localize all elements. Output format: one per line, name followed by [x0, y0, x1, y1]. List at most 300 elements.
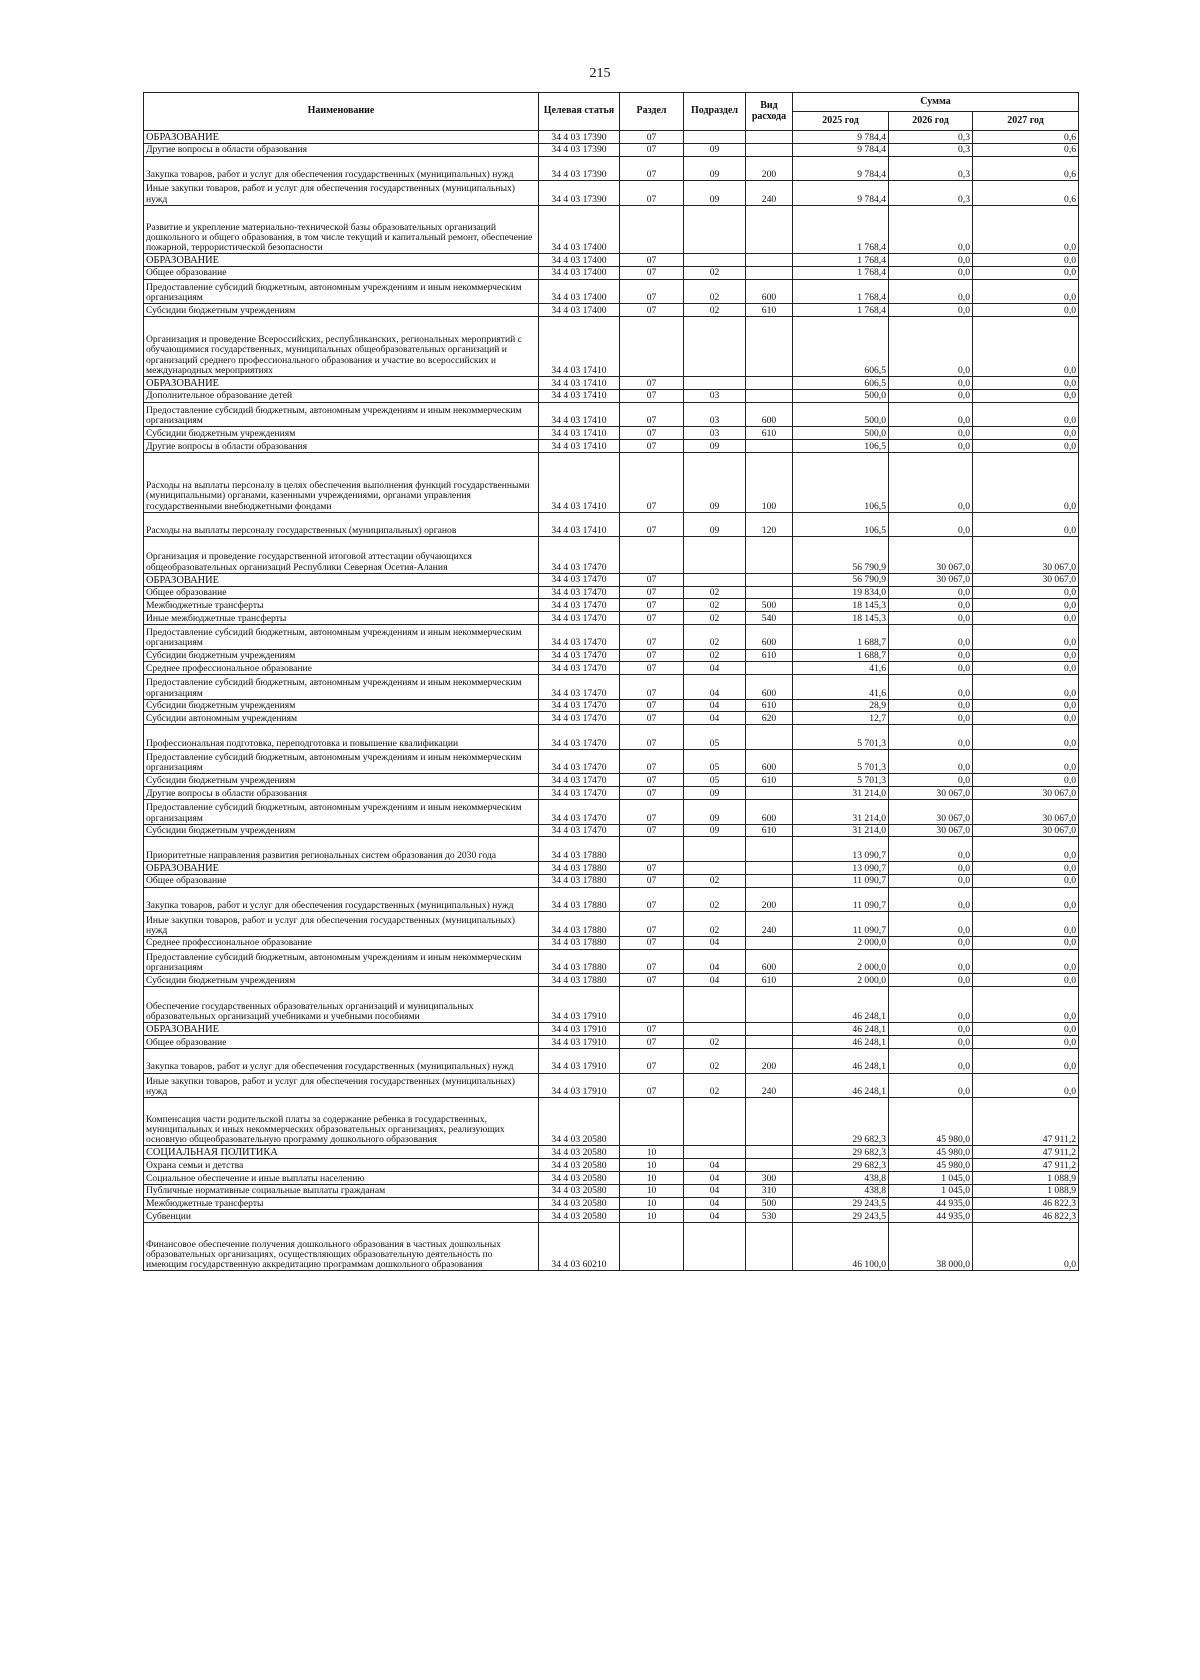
cell-type: 610: [746, 649, 793, 662]
cell-section: 07: [620, 624, 684, 649]
cell-section: 07: [620, 143, 684, 156]
budget-table: [143, 92, 1079, 1271]
cell-type: [746, 316, 793, 376]
cell-y2027: 0,0: [973, 1073, 1079, 1098]
cell-name: Среднее профессиональное образование: [144, 662, 539, 675]
table-row: [144, 1146, 1079, 1159]
cell-subsection: [684, 131, 746, 144]
cell-name: Предоставление субсидий бюджетным, автономным учреждениям и иным некоммерческим организациям: [144, 749, 539, 774]
table-row: [144, 599, 1079, 612]
cell-y2027: 30 067,0: [973, 824, 1079, 837]
cell-type: [746, 1023, 793, 1036]
cell-name: Субвенции: [144, 1210, 539, 1223]
table-row: [144, 712, 1079, 725]
cell-name: Иные закупки товаров, работ и услуг для обеспечения государственных (муниципальных) нужд: [144, 1073, 539, 1098]
cell-subsection: 02: [684, 586, 746, 599]
cell-target: 34 4 03 17410: [539, 389, 620, 402]
cell-target: 34 4 03 17390: [539, 131, 620, 144]
cell-target: 34 4 03 17910: [539, 1073, 620, 1098]
cell-subsection: 02: [684, 624, 746, 649]
cell-target: 34 4 03 17410: [539, 402, 620, 427]
cell-subsection: 02: [684, 612, 746, 625]
table-row: [144, 612, 1079, 625]
cell-y2026: 0,0: [889, 253, 973, 266]
cell-name: Субсидии бюджетным учреждениям: [144, 974, 539, 987]
cell-y2027: 0,0: [973, 253, 1079, 266]
cell-section: 07: [620, 376, 684, 389]
cell-section: 07: [620, 887, 684, 912]
table-row: [144, 1098, 1079, 1146]
cell-target: 34 4 03 17880: [539, 974, 620, 987]
cell-name: Общее образование: [144, 266, 539, 279]
cell-subsection: [684, 253, 746, 266]
cell-section: [620, 205, 684, 253]
cell-y2027: 0,6: [973, 156, 1079, 181]
cell-target: 34 4 03 17470: [539, 537, 620, 573]
cell-y2025: 41,6: [793, 662, 889, 675]
cell-y2027: 0,0: [973, 675, 1079, 700]
cell-name: Расходы на выплаты персоналу государственных (муниципальных) органов: [144, 512, 539, 537]
cell-target: 34 4 03 17910: [539, 987, 620, 1023]
cell-subsection: 04: [684, 662, 746, 675]
cell-y2027: 30 067,0: [973, 800, 1079, 825]
table-row: [144, 649, 1079, 662]
cell-section: 07: [620, 1049, 684, 1074]
cell-y2025: 9 784,4: [793, 181, 889, 206]
header-expense-type: Вид расхода: [746, 93, 793, 131]
cell-subsection: 05: [684, 749, 746, 774]
table-row: [144, 936, 1079, 949]
cell-type: 600: [746, 279, 793, 304]
table-row: [144, 181, 1079, 206]
cell-section: 07: [620, 912, 684, 937]
cell-subsection: 02: [684, 649, 746, 662]
cell-type: 600: [746, 402, 793, 427]
cell-name: Иные межбюджетные трансферты: [144, 612, 539, 625]
cell-subsection: 09: [684, 143, 746, 156]
cell-y2026: 0,0: [889, 612, 973, 625]
cell-type: 100: [746, 452, 793, 512]
cell-y2025: 56 790,9: [793, 573, 889, 586]
cell-y2026: 0,0: [889, 874, 973, 887]
cell-type: [746, 266, 793, 279]
cell-y2025: 5 701,3: [793, 725, 889, 750]
cell-subsection: 02: [684, 599, 746, 612]
cell-y2026: 0,0: [889, 599, 973, 612]
cell-y2026: 0,0: [889, 1023, 973, 1036]
table-row: [144, 537, 1079, 573]
table-row: [144, 143, 1079, 156]
cell-y2025: 1 768,4: [793, 253, 889, 266]
cell-y2025: 438,8: [793, 1184, 889, 1197]
cell-y2025: 29 682,3: [793, 1159, 889, 1172]
cell-section: [620, 537, 684, 573]
cell-y2025: 41,6: [793, 675, 889, 700]
cell-type: [746, 131, 793, 144]
cell-y2027: 0,0: [973, 987, 1079, 1023]
cell-target: 34 4 03 17470: [539, 624, 620, 649]
cell-y2026: 0,0: [889, 1049, 973, 1074]
cell-target: 34 4 03 17910: [539, 1036, 620, 1049]
cell-section: 07: [620, 181, 684, 206]
cell-y2025: 46 248,1: [793, 1036, 889, 1049]
cell-y2027: 30 067,0: [973, 787, 1079, 800]
cell-section: 07: [620, 427, 684, 440]
cell-y2025: 5 701,3: [793, 749, 889, 774]
cell-section: 07: [620, 874, 684, 887]
cell-target: 34 4 03 17470: [539, 725, 620, 750]
cell-type: [746, 874, 793, 887]
table-row: [144, 749, 1079, 774]
cell-type: 200: [746, 887, 793, 912]
cell-y2025: 12,7: [793, 712, 889, 725]
cell-y2026: 44 935,0: [889, 1210, 973, 1223]
cell-y2027: 0,0: [973, 586, 1079, 599]
cell-target: 34 4 03 17470: [539, 675, 620, 700]
table-row: [144, 304, 1079, 317]
cell-y2026: 30 067,0: [889, 800, 973, 825]
cell-type: 240: [746, 181, 793, 206]
table-row: [144, 974, 1079, 987]
cell-subsection: 09: [684, 800, 746, 825]
cell-section: 07: [620, 512, 684, 537]
cell-type: 120: [746, 512, 793, 537]
cell-name: Дополнительное образование детей: [144, 389, 539, 402]
cell-subsection: 04: [684, 712, 746, 725]
cell-y2026: 30 067,0: [889, 537, 973, 573]
cell-type: [746, 837, 793, 862]
cell-target: 34 4 03 20580: [539, 1184, 620, 1197]
cell-name: Субсидии бюджетным учреждениям: [144, 699, 539, 712]
cell-subsection: 09: [684, 181, 746, 206]
cell-type: [746, 725, 793, 750]
cell-y2027: 0,0: [973, 1023, 1079, 1036]
cell-y2026: 0,0: [889, 649, 973, 662]
cell-type: 300: [746, 1171, 793, 1184]
cell-y2025: 606,5: [793, 316, 889, 376]
cell-target: 34 4 03 17410: [539, 376, 620, 389]
cell-type: [746, 439, 793, 452]
cell-type: [746, 662, 793, 675]
table-row: [144, 402, 1079, 427]
table-row: [144, 156, 1079, 181]
cell-y2027: 0,0: [973, 512, 1079, 537]
cell-target: 34 4 03 17470: [539, 599, 620, 612]
cell-y2027: 0,0: [973, 599, 1079, 612]
cell-y2027: 0,0: [973, 279, 1079, 304]
cell-type: [746, 376, 793, 389]
cell-y2026: 0,0: [889, 1036, 973, 1049]
cell-y2027: 46 822,3: [973, 1210, 1079, 1223]
cell-y2025: 1 688,7: [793, 624, 889, 649]
cell-target: 34 4 03 17880: [539, 912, 620, 937]
cell-section: 10: [620, 1210, 684, 1223]
cell-subsection: [684, 537, 746, 573]
cell-type: 610: [746, 304, 793, 317]
cell-y2025: 9 784,4: [793, 156, 889, 181]
header-name: Наименование: [144, 93, 539, 131]
cell-y2027: 0,0: [973, 427, 1079, 440]
cell-y2027: 0,0: [973, 712, 1079, 725]
cell-y2026: 0,3: [889, 131, 973, 144]
cell-name: Социальное обеспечение и иные выплаты населению: [144, 1171, 539, 1184]
cell-section: 07: [620, 389, 684, 402]
cell-target: 34 4 03 17910: [539, 1023, 620, 1036]
cell-type: 610: [746, 699, 793, 712]
cell-section: 07: [620, 586, 684, 599]
table-row: [144, 1049, 1079, 1074]
cell-y2027: 30 067,0: [973, 573, 1079, 586]
cell-y2026: 0,0: [889, 427, 973, 440]
cell-type: [746, 1223, 793, 1271]
cell-section: 07: [620, 699, 684, 712]
cell-name: Организация и проведение государственной итоговой аттестации обучающихся общеобразовательных организаций Республики Северная Осетия-Алания: [144, 537, 539, 573]
table-row: [144, 949, 1079, 974]
cell-y2026: 0,0: [889, 402, 973, 427]
cell-y2027: 47 911,2: [973, 1159, 1079, 1172]
cell-target: 34 4 03 17470: [539, 749, 620, 774]
cell-target: 34 4 03 17880: [539, 874, 620, 887]
cell-type: 610: [746, 974, 793, 987]
cell-target: 34 4 03 17400: [539, 253, 620, 266]
cell-y2027: 0,0: [973, 1049, 1079, 1074]
cell-subsection: 04: [684, 699, 746, 712]
cell-subsection: 02: [684, 1036, 746, 1049]
cell-section: 07: [620, 749, 684, 774]
table-row: [144, 316, 1079, 376]
cell-name: Предоставление субсидий бюджетным, автономным учреждениям и иным некоммерческим организациям: [144, 675, 539, 700]
cell-y2025: 1 688,7: [793, 649, 889, 662]
table-row: [144, 699, 1079, 712]
table-row: [144, 837, 1079, 862]
cell-y2026: 0,0: [889, 936, 973, 949]
cell-section: 07: [620, 156, 684, 181]
cell-section: 10: [620, 1146, 684, 1159]
cell-y2027: 0,0: [973, 1036, 1079, 1049]
cell-subsection: [684, 1023, 746, 1036]
cell-target: 34 4 03 17470: [539, 774, 620, 787]
cell-y2026: 0,0: [889, 439, 973, 452]
cell-target: 34 4 03 17410: [539, 452, 620, 512]
cell-section: 07: [620, 649, 684, 662]
cell-type: [746, 586, 793, 599]
cell-section: 07: [620, 612, 684, 625]
cell-subsection: [684, 837, 746, 862]
cell-y2026: 30 067,0: [889, 573, 973, 586]
cell-y2027: 0,6: [973, 131, 1079, 144]
cell-type: 600: [746, 800, 793, 825]
cell-type: 620: [746, 712, 793, 725]
cell-type: 240: [746, 912, 793, 937]
header-subsection: Подраздел: [684, 93, 746, 131]
cell-y2027: 0,0: [973, 874, 1079, 887]
cell-subsection: 04: [684, 1159, 746, 1172]
cell-type: [746, 1098, 793, 1146]
cell-y2027: 0,0: [973, 266, 1079, 279]
table-row: [144, 912, 1079, 937]
cell-type: [746, 573, 793, 586]
cell-name: Межбюджетные трансферты: [144, 599, 539, 612]
cell-y2025: 500,0: [793, 402, 889, 427]
cell-section: 07: [620, 599, 684, 612]
cell-y2027: 0,0: [973, 452, 1079, 512]
cell-y2026: 30 067,0: [889, 824, 973, 837]
cell-section: 07: [620, 974, 684, 987]
cell-subsection: 02: [684, 874, 746, 887]
cell-subsection: 09: [684, 512, 746, 537]
cell-y2027: 0,0: [973, 774, 1079, 787]
cell-name: ОБРАЗОВАНИЕ: [144, 573, 539, 586]
cell-target: 34 4 03 17390: [539, 143, 620, 156]
cell-target: 34 4 03 17400: [539, 205, 620, 253]
table-row: [144, 862, 1079, 875]
cell-name: Предоставление субсидий бюджетным, автономным учреждениям и иным некоммерческим организациям: [144, 800, 539, 825]
table-row: [144, 662, 1079, 675]
header-sum: Сумма: [793, 93, 1079, 112]
cell-subsection: 04: [684, 974, 746, 987]
table-row: [144, 1023, 1079, 1036]
cell-target: 34 4 03 17470: [539, 662, 620, 675]
cell-y2026: 0,0: [889, 266, 973, 279]
cell-y2026: 0,0: [889, 376, 973, 389]
cell-name: Другие вопросы в области образования: [144, 143, 539, 156]
cell-name: Субсидии бюджетным учреждениям: [144, 304, 539, 317]
cell-target: 34 4 03 17880: [539, 837, 620, 862]
cell-name: Иные закупки товаров, работ и услуг для обеспечения государственных (муниципальных) нужд: [144, 181, 539, 206]
cell-y2027: 0,0: [973, 316, 1079, 376]
cell-y2025: 9 784,4: [793, 143, 889, 156]
cell-name: Публичные нормативные социальные выплаты гражданам: [144, 1184, 539, 1197]
cell-name: Предоставление субсидий бюджетным, автономным учреждениям и иным некоммерческим организациям: [144, 402, 539, 427]
cell-y2027: 1 088,9: [973, 1184, 1079, 1197]
cell-target: 34 4 03 17400: [539, 304, 620, 317]
cell-target: 34 4 03 17410: [539, 439, 620, 452]
cell-y2027: 0,0: [973, 662, 1079, 675]
cell-y2025: 29 682,3: [793, 1146, 889, 1159]
cell-target: 34 4 03 17910: [539, 1049, 620, 1074]
cell-section: 07: [620, 131, 684, 144]
cell-target: 34 4 03 17470: [539, 612, 620, 625]
cell-type: 500: [746, 599, 793, 612]
cell-name: Развитие и укрепление материально-технической базы образовательных организаций дошкольного и общего образования, в том числе текущий и капитальный ремонт, обеспечение пожарной, террористической безопасности: [144, 205, 539, 253]
cell-y2026: 0,3: [889, 181, 973, 206]
cell-name: Закупка товаров, работ и услуг для обеспечения государственных (муниципальных) нужд: [144, 1049, 539, 1074]
cell-y2027: 0,0: [973, 624, 1079, 649]
cell-y2025: 46 248,1: [793, 1073, 889, 1098]
cell-subsection: 02: [684, 887, 746, 912]
table-row: [144, 1210, 1079, 1223]
cell-y2026: 38 000,0: [889, 1223, 973, 1271]
cell-subsection: 02: [684, 266, 746, 279]
cell-target: 34 4 03 20580: [539, 1197, 620, 1210]
cell-target: 34 4 03 17400: [539, 266, 620, 279]
cell-section: 07: [620, 787, 684, 800]
cell-name: Общее образование: [144, 874, 539, 887]
cell-name: Другие вопросы в области образования: [144, 787, 539, 800]
table-row: [144, 1073, 1079, 1098]
cell-section: 07: [620, 279, 684, 304]
table-row: [144, 439, 1079, 452]
cell-target: 34 4 03 17390: [539, 156, 620, 181]
cell-section: 07: [620, 1073, 684, 1098]
cell-subsection: 02: [684, 279, 746, 304]
table-row: [144, 279, 1079, 304]
cell-type: [746, 389, 793, 402]
cell-y2026: 0,0: [889, 586, 973, 599]
cell-name: Предоставление субсидий бюджетным, автономным учреждениям и иным некоммерческим организациям: [144, 949, 539, 974]
cell-y2027: 47 911,2: [973, 1146, 1079, 1159]
table-row: [144, 131, 1079, 144]
cell-type: 200: [746, 1049, 793, 1074]
cell-name: Закупка товаров, работ и услуг для обеспечения государственных (муниципальных) нужд: [144, 156, 539, 181]
cell-y2025: 500,0: [793, 389, 889, 402]
cell-name: Среднее профессиональное образование: [144, 936, 539, 949]
table-row: [144, 624, 1079, 649]
cell-subsection: 03: [684, 389, 746, 402]
cell-subsection: [684, 205, 746, 253]
table-row: [144, 774, 1079, 787]
cell-name: Межбюджетные трансферты: [144, 1197, 539, 1210]
cell-type: 600: [746, 749, 793, 774]
cell-name: Предоставление субсидий бюджетным, автономным учреждениям и иным некоммерческим организациям: [144, 279, 539, 304]
table-row: [144, 1184, 1079, 1197]
cell-subsection: 09: [684, 787, 746, 800]
cell-type: [746, 143, 793, 156]
cell-target: 34 4 03 17400: [539, 279, 620, 304]
cell-type: 200: [746, 156, 793, 181]
cell-name: Финансовое обеспечение получения дошкольного образования в частных дошкольных образовательных организациях, осуществляющих образовательную деятельность по имеющим государственную аккредитацию программам дошкольного образования: [144, 1223, 539, 1271]
cell-y2026: 45 980,0: [889, 1146, 973, 1159]
cell-y2026: 0,0: [889, 774, 973, 787]
cell-y2025: 438,8: [793, 1171, 889, 1184]
cell-subsection: [684, 987, 746, 1023]
cell-y2025: 31 214,0: [793, 800, 889, 825]
cell-type: [746, 205, 793, 253]
cell-y2026: 45 980,0: [889, 1159, 973, 1172]
cell-section: 07: [620, 725, 684, 750]
cell-target: 34 4 03 17880: [539, 862, 620, 875]
cell-y2027: 0,0: [973, 376, 1079, 389]
cell-section: 07: [620, 266, 684, 279]
cell-section: 07: [620, 1036, 684, 1049]
cell-target: 34 4 03 17390: [539, 181, 620, 206]
cell-y2025: 1 768,4: [793, 205, 889, 253]
cell-y2025: 13 090,7: [793, 837, 889, 862]
table-header: [144, 93, 1079, 131]
cell-y2026: 0,0: [889, 304, 973, 317]
cell-type: [746, 862, 793, 875]
cell-y2027: 0,6: [973, 181, 1079, 206]
cell-subsection: 05: [684, 774, 746, 787]
cell-type: 530: [746, 1210, 793, 1223]
cell-y2025: 11 090,7: [793, 887, 889, 912]
cell-y2025: 13 090,7: [793, 862, 889, 875]
cell-y2026: 0,0: [889, 987, 973, 1023]
cell-y2025: 19 834,0: [793, 586, 889, 599]
cell-target: 34 4 03 17470: [539, 573, 620, 586]
cell-subsection: 09: [684, 824, 746, 837]
cell-target: 34 4 03 17880: [539, 949, 620, 974]
cell-target: 34 4 03 17410: [539, 427, 620, 440]
header-2027: 2027 год: [973, 112, 1079, 131]
cell-section: 07: [620, 862, 684, 875]
cell-y2027: 0,0: [973, 389, 1079, 402]
cell-type: 610: [746, 824, 793, 837]
cell-type: 610: [746, 774, 793, 787]
cell-section: 07: [620, 949, 684, 974]
cell-subsection: [684, 573, 746, 586]
header-2026: 2026 год: [889, 112, 973, 131]
